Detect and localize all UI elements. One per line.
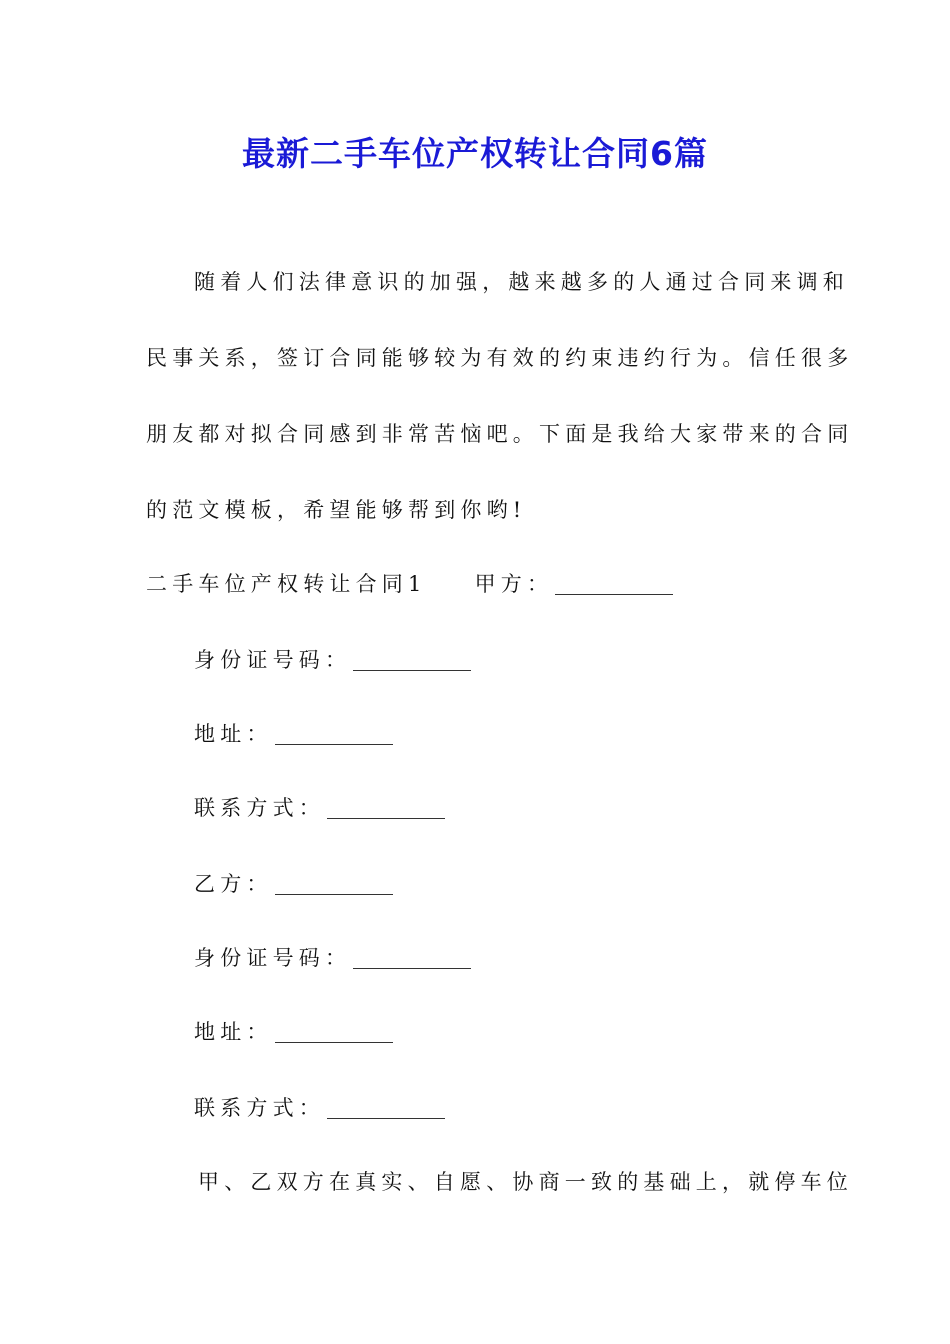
intro-line-4: 的范文模板，希望能够帮到你哟! (146, 498, 527, 522)
party-a-id-line (194, 640, 874, 680)
party-b-line (194, 864, 874, 904)
party-a-blank (555, 593, 673, 595)
party-a-id-blank (353, 669, 471, 671)
party-b-blank (275, 893, 393, 895)
party-b-id-blank (353, 967, 471, 969)
party-a-address-blank (275, 743, 393, 745)
party-b-address-line (194, 1012, 874, 1052)
party-b-contact-line (194, 1088, 874, 1128)
intro-line-2: 民事关系，签订合同能够较为有效的约束违约行为。信任很多 (146, 346, 854, 370)
party-b-address-blank (275, 1041, 393, 1043)
contract-body-line-1: 甲、乙双方在真实、自愿、协商一致的基础上，就停车位 (198, 1170, 853, 1194)
contract-heading: 二手车位产权转让合同1 (146, 572, 427, 596)
party-b-id-line (194, 938, 874, 978)
party-b-label: 乙方： (194, 872, 273, 896)
party-a-label: 甲方： (474, 572, 554, 596)
party-a-contact-label: 联系方式： (194, 796, 325, 820)
party-b-id-label: 身份证号码： (194, 946, 352, 970)
party-b-address-label: 地址： (194, 1020, 273, 1044)
party-b-contact-label: 联系方式： (194, 1096, 325, 1120)
contract-heading-line (146, 564, 826, 604)
intro-line-1: 随着人们法律意识的加强，越来越多的人通过合同来调和 (194, 270, 849, 294)
party-a-contact-blank (327, 817, 445, 819)
party-a-contact-line (194, 788, 874, 828)
party-a-address-label: 地址： (194, 722, 273, 746)
party-a-address-line (194, 714, 874, 754)
intro-line-3: 朋友都对拟合同感到非常苦恼吧。下面是我给大家带来的合同 (146, 422, 854, 446)
party-b-contact-blank (327, 1117, 445, 1119)
party-a-id-label: 身份证号码： (194, 648, 352, 672)
document-title: 最新二手车位产权转让合同6篇 (242, 134, 708, 173)
